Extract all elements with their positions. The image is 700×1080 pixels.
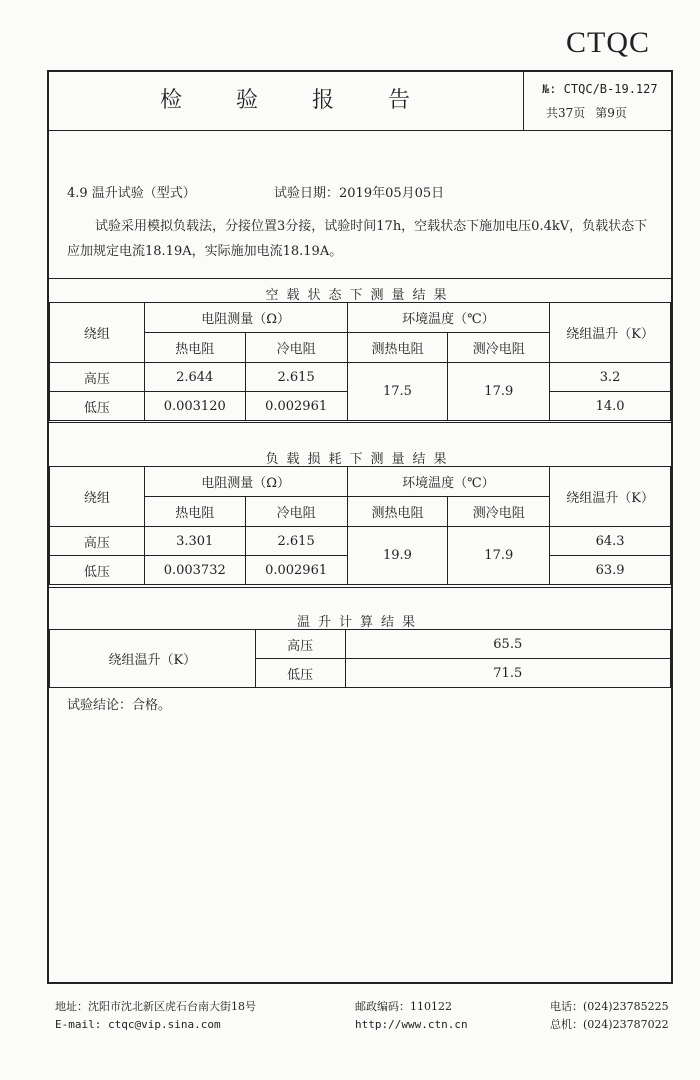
test-description: 试验采用模拟负载法，分接位置3分接，试验时间17h，空载状态下施加电压0.4kV，负载状态下应加规定电流18.19A，实际施加电流18.19A。 <box>67 219 648 259</box>
footer-website: http://www.ctn.cn <box>355 1018 468 1031</box>
hv-value: 65.5 <box>345 630 670 659</box>
load-table <box>49 466 671 585</box>
footer-phone: 电话：(024)23785225 <box>550 1000 669 1013</box>
temp-rise-cell: 63.9 <box>550 556 671 585</box>
title-char: 检 <box>159 88 184 113</box>
hot-resistance-cell: 0.003732 <box>144 556 245 585</box>
report-number: №: CTQC/B-19.127 <box>542 82 658 96</box>
page-info <box>546 104 627 121</box>
lv-value: 71.5 <box>345 659 670 688</box>
load-table-title: 负载损耗下测量结果 <box>265 452 455 467</box>
table-row <box>50 363 671 392</box>
header-resistance: 电阻测量（Ω） <box>144 303 347 333</box>
ambient-hot-cell: 17.5 <box>347 363 448 421</box>
header-resistance: 电阻测量（Ω） <box>144 467 347 497</box>
cold-resistance-cell: 0.002961 <box>245 556 347 585</box>
header-ambient: 环境温度（℃） <box>347 303 550 333</box>
hot-resistance-cell: 2.644 <box>144 363 245 392</box>
title-char: 报 <box>312 88 337 113</box>
cold-resistance-cell: 2.615 <box>245 363 347 392</box>
header-winding: 绕组 <box>50 303 145 363</box>
total-pages: 共37页 <box>546 106 586 120</box>
title-char: 验 <box>235 88 260 113</box>
ambient-cold-cell: 17.9 <box>448 527 550 585</box>
header-cold: 冷电阻 <box>245 497 347 527</box>
header-hot: 热电阻 <box>144 333 245 363</box>
header-meas-cold: 测冷电阻 <box>448 497 550 527</box>
lv-label: 低压 <box>255 659 345 688</box>
noload-table <box>49 302 671 421</box>
temp-rise-cell: 64.3 <box>550 527 671 556</box>
ambient-cold-cell: 17.9 <box>448 363 550 421</box>
footer-postcode: 邮政编码：110122 <box>355 1000 452 1013</box>
temp-rise-cell: 14.0 <box>550 392 671 421</box>
footer-switchboard: 总机：(024)23787022 <box>550 1018 669 1031</box>
footer-email: E-mail: ctqc@vip.sina.com <box>55 1018 221 1031</box>
report-frame <box>47 70 673 984</box>
winding-cell: 低压 <box>50 556 145 585</box>
header-hot: 热电阻 <box>144 497 245 527</box>
header-temp-rise: 绕组温升（K） <box>550 303 671 363</box>
report-number-box <box>523 72 672 130</box>
winding-rise-label: 绕组温升（K） <box>50 630 256 688</box>
header-meas-cold: 测冷电阻 <box>448 333 550 363</box>
calc-table-title: 温升计算结果 <box>296 615 423 630</box>
report-title <box>49 72 523 130</box>
winding-cell: 低压 <box>50 392 145 421</box>
table-row <box>50 527 671 556</box>
table-separator <box>49 422 671 423</box>
table-separator <box>49 587 671 588</box>
header-ambient: 环境温度（℃） <box>347 467 550 497</box>
hot-resistance-cell: 0.003120 <box>144 392 245 421</box>
hot-resistance-cell: 3.301 <box>144 527 245 556</box>
noload-table-title: 空载状态下测量结果 <box>265 288 455 303</box>
cold-resistance-cell: 2.615 <box>245 527 347 556</box>
footer-address: 地址：沈阳市沈北新区虎石台南大街18号 <box>55 1000 256 1013</box>
header-meas-hot: 测热电阻 <box>347 333 448 363</box>
winding-cell: 高压 <box>50 527 145 556</box>
title-char: 告 <box>388 88 413 113</box>
header-winding: 绕组 <box>50 467 145 527</box>
page-number: 第9页 <box>595 106 627 120</box>
header-temp-rise: 绕组温升（K） <box>550 467 671 527</box>
header-cold: 冷电阻 <box>245 333 347 363</box>
test-conclusion: 试验结论：合格。 <box>67 698 172 713</box>
table-top-rule <box>49 278 671 279</box>
hv-label: 高压 <box>255 630 345 659</box>
winding-cell: 高压 <box>50 363 145 392</box>
header-meas-hot: 测热电阻 <box>347 497 448 527</box>
report-header <box>49 72 671 131</box>
ctqc-logo: CTQC <box>566 26 651 59</box>
test-date: 试验日期：2019年05月05日 <box>274 186 445 201</box>
temp-rise-cell: 3.2 <box>550 363 671 392</box>
ambient-hot-cell: 19.9 <box>347 527 448 585</box>
section-heading: 4.9 温升试验（型式） <box>67 186 196 201</box>
calc-table <box>49 629 671 688</box>
cold-resistance-cell: 0.002961 <box>245 392 347 421</box>
